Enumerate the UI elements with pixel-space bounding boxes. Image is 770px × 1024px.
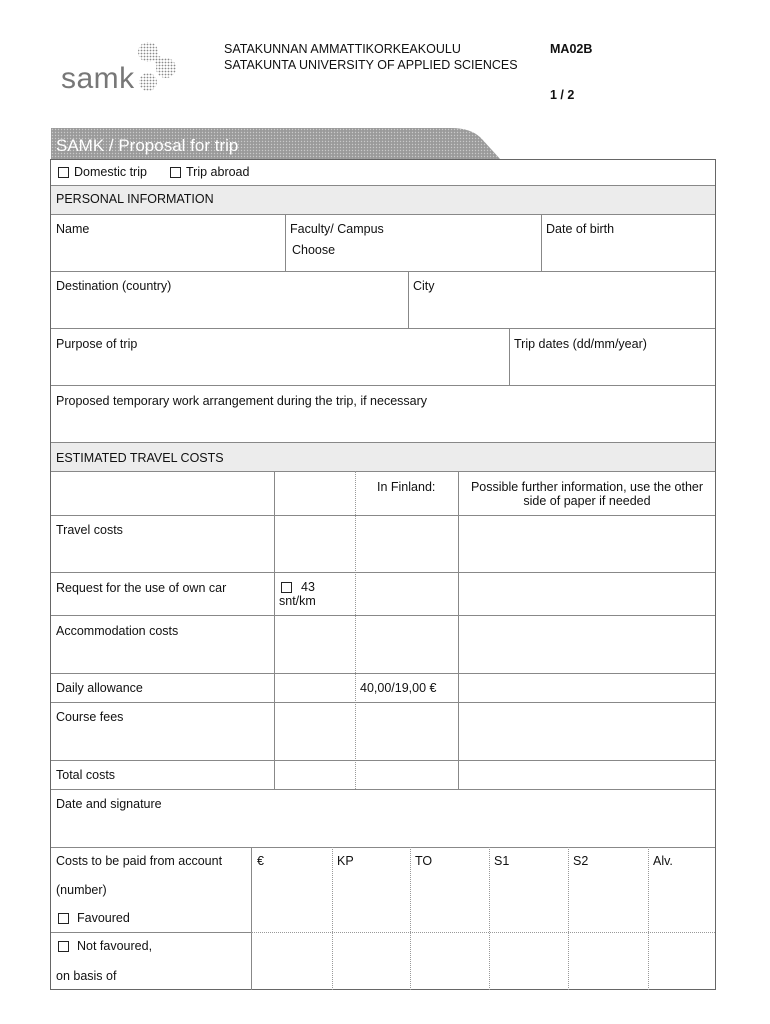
account-col-to: TO xyxy=(415,854,433,868)
trip-abroad-checkbox[interactable] xyxy=(170,167,181,178)
account-col-kp: KP xyxy=(337,854,354,868)
org-name-en: SATAKUNTA UNIVERSITY OF APPLIED SCIENCES xyxy=(224,58,518,72)
faculty-label: Faculty/ Campus xyxy=(290,222,384,236)
page-number: 1 / 2 xyxy=(550,88,575,102)
car-rate-value: 43 xyxy=(301,580,315,594)
further-info-header: Possible further information, use the other side of paper if needed xyxy=(470,480,704,508)
form-title: SAMK / Proposal for trip xyxy=(56,136,239,155)
form-code: MA02B xyxy=(550,42,593,56)
trip-abroad-label: Trip abroad xyxy=(186,165,250,179)
purpose-label: Purpose of trip xyxy=(56,337,138,351)
travel-costs-heading: ESTIMATED TRAVEL COSTS xyxy=(56,451,224,465)
date-signature-label: Date and signature xyxy=(56,797,162,811)
favoured-checkbox[interactable] xyxy=(58,913,69,924)
account-col-s2: S2 xyxy=(573,854,589,868)
account-col-euro: € xyxy=(257,854,264,868)
destination-label: Destination (country) xyxy=(56,279,172,293)
account-number-label: (number) xyxy=(56,883,107,897)
in-finland-header: In Finland: xyxy=(377,480,436,494)
basis-label: on basis of xyxy=(56,969,117,983)
city-label: City xyxy=(413,279,435,293)
own-car-checkbox[interactable] xyxy=(281,582,292,593)
daily-allowance-value: 40,00/19,00 € xyxy=(360,681,437,695)
own-car-label: Request for the use of own car xyxy=(56,581,227,595)
not-favoured-checkbox[interactable] xyxy=(58,941,69,952)
samk-logo-dots-icon xyxy=(128,40,184,100)
daily-allowance-label: Daily allowance xyxy=(56,681,143,695)
total-costs-label: Total costs xyxy=(56,768,116,782)
domestic-trip-label: Domestic trip xyxy=(74,165,147,179)
personal-info-heading: PERSONAL INFORMATION xyxy=(56,192,214,206)
account-col-alv: Alv. xyxy=(653,854,673,868)
work-arrangement-label: Proposed temporary work arrangement during the trip, if necessary xyxy=(56,394,428,408)
trip-proposal-form xyxy=(50,159,716,990)
account-col-s1: S1 xyxy=(494,854,510,868)
dob-label: Date of birth xyxy=(546,222,615,236)
travel-costs-label: Travel costs xyxy=(56,523,123,537)
accommodation-label: Accommodation costs xyxy=(56,624,179,638)
car-rate-unit: snt/km xyxy=(279,594,316,608)
domestic-trip-checkbox[interactable] xyxy=(58,167,69,178)
logo-text: samk xyxy=(61,62,135,95)
trip-dates-label: Trip dates (dd/mm/year) xyxy=(514,337,647,351)
org-name-fi: SATAKUNNAN AMMATTIKORKEAKOULU xyxy=(224,42,461,56)
favoured-label: Favoured xyxy=(77,911,130,925)
name-label: Name xyxy=(56,222,90,236)
account-label: Costs to be paid from account xyxy=(56,854,223,868)
not-favoured-label: Not favoured, xyxy=(77,939,153,953)
course-fees-label: Course fees xyxy=(56,710,124,724)
faculty-select[interactable]: Choose xyxy=(292,243,336,257)
